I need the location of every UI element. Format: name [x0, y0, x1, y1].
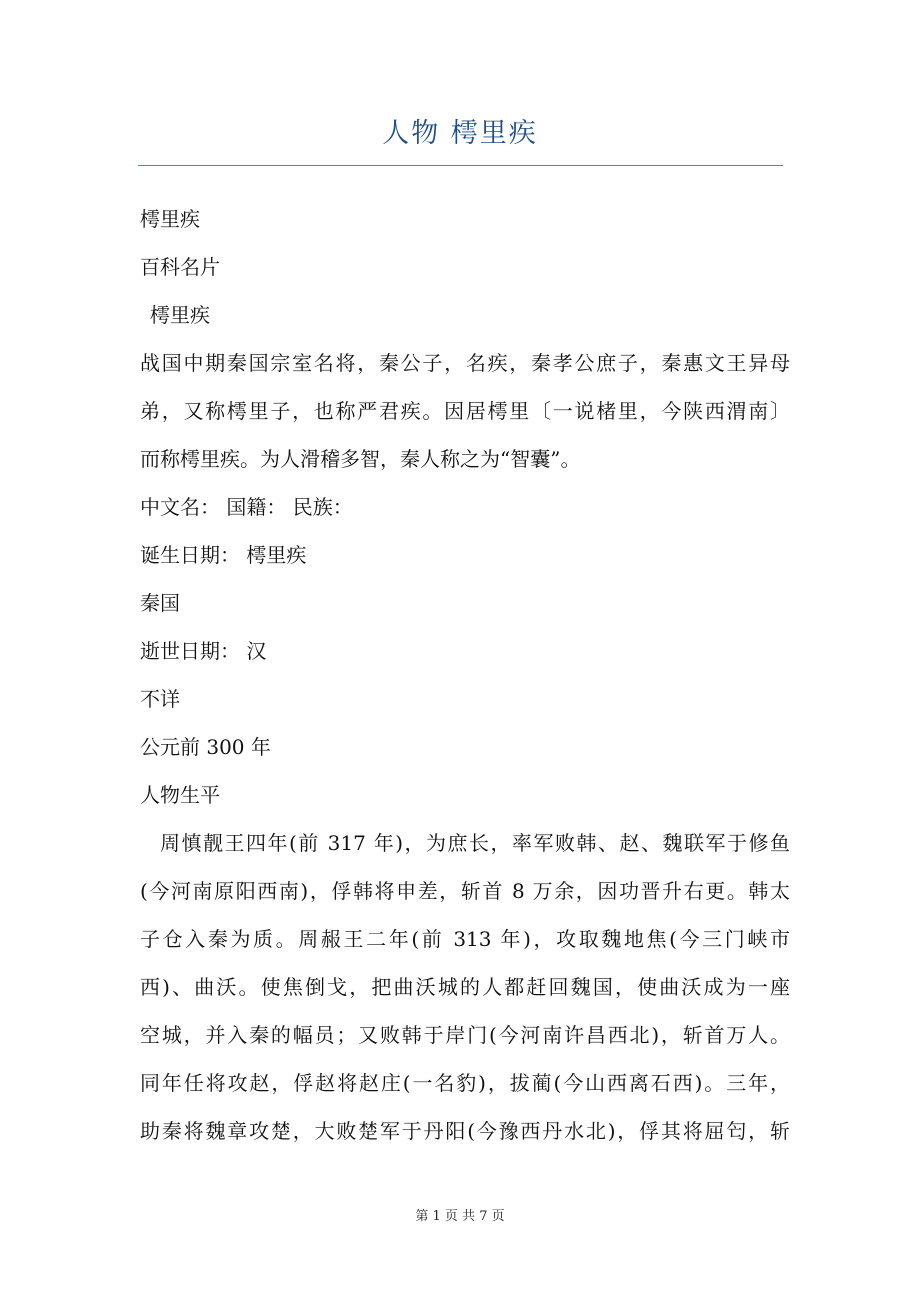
biography-line: 西)、曲沃。使焦倒戈，把曲沃城的人都赶回魏国，使曲沃成为一座 [140, 975, 790, 999]
paragraph-intro-line: 而称樗里疾。为人滑稽多智，秦人称之为“智囊”。 [140, 447, 581, 471]
page-footer: 第 1 页 共 7 页 [415, 1209, 505, 1224]
biography-line: 助秦将魏章攻楚，大败楚军于丹阳(今豫西丹水北)，俘其将屈匄，斩 [140, 1119, 790, 1143]
info-death-line: 逝世日期： 汉 [140, 639, 267, 663]
section-heading: 人物生平 [140, 783, 220, 807]
info-birth-line: 诞生日期： 樗里疾 [140, 543, 307, 567]
biography-line: 空城，并入秦的幅员；又败韩于岸门(今河南许昌西北)，斩首万人。 [140, 1023, 790, 1047]
paragraph-name: 樗里疾 [150, 303, 210, 327]
title-underline [138, 165, 783, 166]
paragraph-section-label: 百科名片 [140, 255, 220, 279]
info-value: 不详 [140, 687, 180, 711]
info-value: 公元前 300 年 [140, 735, 271, 759]
biography-line: 周慎靓王四年(前 317 年)，为庶长，率军败韩、赵、魏联军于修鱼 [160, 831, 790, 855]
info-field-labels: 中文名： 国籍： 民族： [140, 495, 353, 519]
paragraph-heading: 樗里疾 [140, 207, 200, 231]
biography-line: 同年任将攻赵，俘赵将赵庄(一名豹)，拔蔺(今山西离石西)。三年， [140, 1071, 790, 1095]
info-value: 秦国 [140, 591, 180, 615]
page-title: 人物 樗里疾 [382, 118, 538, 149]
biography-line: 子仓入秦为质。周赧王二年(前 313 年)，攻取魏地焦(今三门峡市 [140, 927, 790, 951]
paragraph-intro-line: 弟，又称樗里子，也称严君疾。因居樗里〔一说楮里，今陕西渭南〕 [140, 399, 790, 423]
document-body [140, 195, 790, 1155]
biography-line: (今河南原阳西南)，俘韩将申差，斩首 8 万余，因功晋升右更。韩太 [140, 879, 790, 903]
paragraph-intro-line: 战国中期秦国宗室名将，秦公子，名疾，秦孝公庶子，秦惠文王异母 [140, 351, 790, 375]
